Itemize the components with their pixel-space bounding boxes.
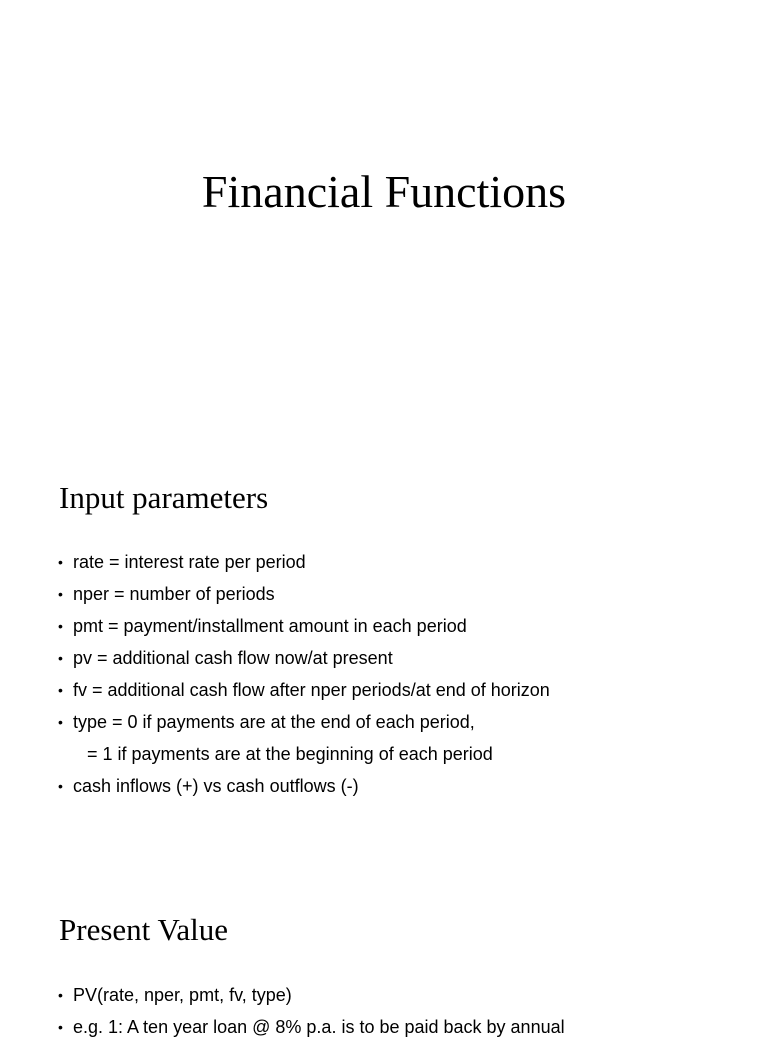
bullet-text: e.g. 1: A ten year loan @ 8% p.a. is to be paid back by annual xyxy=(73,1017,565,1037)
list-item xyxy=(58,578,550,610)
list-item xyxy=(58,610,550,642)
input-parameters-list xyxy=(58,546,550,802)
bullet-text: = 1 if payments are at the beginning of each period xyxy=(87,744,493,764)
bullet-text: fv = additional cash flow after nper periods/at end of horizon xyxy=(73,680,550,700)
bullet-text: pv = additional cash flow now/at present xyxy=(73,648,393,668)
bullet-icon: • xyxy=(58,554,63,570)
list-item-continuation xyxy=(58,738,550,770)
list-item xyxy=(58,546,550,578)
list-item xyxy=(58,706,550,738)
input-parameters-heading: Input parameters xyxy=(59,480,269,515)
bullet-icon: • xyxy=(58,618,63,634)
bullet-icon: • xyxy=(58,714,63,730)
bullet-icon: • xyxy=(58,1019,63,1035)
list-item xyxy=(58,1011,565,1043)
list-item xyxy=(58,642,550,674)
present-value-heading: Present Value xyxy=(59,912,229,947)
bullet-text: PV(rate, nper, pmt, fv, type) xyxy=(73,985,292,1005)
bullet-text: cash inflows (+) vs cash outflows (-) xyxy=(73,776,359,796)
bullet-text: nper = number of periods xyxy=(73,584,275,604)
bullet-text: pmt = payment/installment amount in each period xyxy=(73,616,467,636)
bullet-icon: • xyxy=(58,778,63,794)
bullet-text: type = 0 if payments are at the end of each period, xyxy=(73,712,475,732)
slide-title: Financial Functions xyxy=(201,166,567,217)
bullet-text: rate = interest rate per period xyxy=(73,552,306,572)
list-item xyxy=(58,674,550,706)
bullet-icon: • xyxy=(58,586,63,602)
title-slide xyxy=(0,0,768,440)
bullet-icon: • xyxy=(58,987,63,1003)
present-value-list xyxy=(58,979,565,1043)
list-item xyxy=(58,770,550,802)
bullet-icon: • xyxy=(58,682,63,698)
list-item xyxy=(58,979,565,1011)
bullet-icon: • xyxy=(58,650,63,666)
